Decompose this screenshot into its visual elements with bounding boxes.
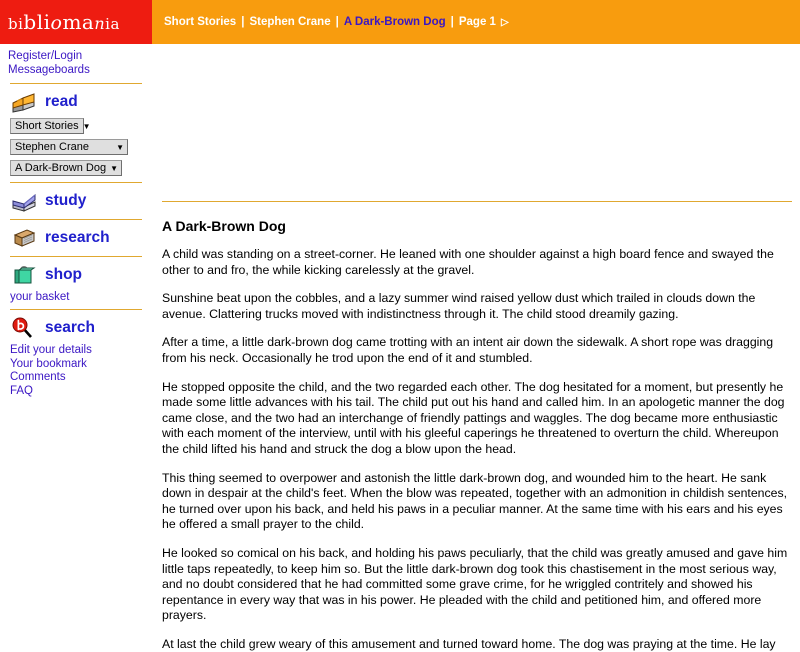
sidebar-item-faq[interactable]: FAQ xyxy=(10,384,34,397)
sidebar-section-shop[interactable] xyxy=(10,263,144,287)
story-paragraph: He looked so comical on his back, and holding his paws peculiarly, that the child was greatly amused and gave him little taps repeatedly, to keep him so. But the little dark-brown dog took this chastisement in the most serious way, and no doubt considered that he had committed some grave crime, for he wriggled contritely and showed his repentance in every way that was in his power. He pleaded with the child and petitioned him, and offered more prayers. xyxy=(162,545,788,623)
sidebar-section-label: shop xyxy=(45,266,83,283)
sidebar-section-label: study xyxy=(45,192,87,209)
open-orange-book-icon xyxy=(10,90,38,114)
sidebar-section-research[interactable] xyxy=(10,226,144,250)
closed-brown-book-icon-svg xyxy=(10,226,38,250)
content-top-divider xyxy=(162,201,792,202)
sidebar-section-study[interactable] xyxy=(10,189,144,213)
breadcrumb xyxy=(152,0,800,44)
logo-part: bi xyxy=(8,15,24,33)
shopping-bag-icon xyxy=(10,263,38,287)
sidebar-item-messageboards[interactable]: Messageboards xyxy=(8,63,90,76)
breadcrumb-separator: | xyxy=(335,16,339,28)
sidebar-section-label: research xyxy=(45,229,110,246)
site-logo[interactable] xyxy=(0,0,152,44)
logo-wordmark xyxy=(8,10,120,34)
story-paragraph: A child was standing on a street-corner. He leaned with one shoulder against a high board fence and swayed the other to and fro, the while kicking carelessly at the gravel. xyxy=(162,247,774,277)
sidebar-item-register-login[interactable]: Register/Login xyxy=(8,50,83,62)
chevron-down-icon: ▼ xyxy=(110,163,119,173)
story-paragraph: Sunshine beat upon the cobbles, and a lazy summer wind raised yellow dust which trailed in clouds down the avenue. Clattering trucks moved with indistinctness through it. The child stood dreamily gazing. xyxy=(162,291,756,321)
logo-part: ma xyxy=(62,10,95,34)
closed-brown-book-icon xyxy=(10,226,38,250)
story-paragraph: After a time, a little dark-brown dog came trotting with an intent air down the sidewalk. A short rope was dragging from his neck. Occasionally he trod upon the end of it and stumbled. xyxy=(162,335,774,365)
breadcrumb-item-page[interactable]: Page 1 xyxy=(458,16,496,28)
your-basket-link[interactable]: your basket xyxy=(10,291,70,303)
next-page-arrow-icon[interactable]: ▷ xyxy=(500,16,509,28)
magnifying-glass-icon xyxy=(10,316,38,340)
sidebar-divider xyxy=(10,309,142,310)
sidebar-section-label: read xyxy=(45,93,78,110)
logo-part: bli xyxy=(23,10,51,34)
sidebar-section-label: search xyxy=(45,319,95,336)
sidebar-item-comments[interactable]: Comments xyxy=(10,371,66,383)
sidebar-item-your-bookmark[interactable]: Your bookmark xyxy=(10,357,87,370)
sidebar-item-edit-your-details[interactable]: Edit your details xyxy=(10,344,92,356)
sidebar-section-read[interactable] xyxy=(10,90,144,114)
magnifying-glass-icon-svg xyxy=(10,316,38,340)
sidebar xyxy=(0,44,152,600)
chevron-down-icon: ▼ xyxy=(116,142,124,152)
breadcrumb-item-stephen-crane[interactable]: Stephen Crane xyxy=(249,16,331,28)
category-select[interactable] xyxy=(10,118,91,134)
title-select[interactable] xyxy=(10,160,122,176)
sidebar-divider xyxy=(10,83,142,84)
story-paragraph: At last the child grew weary of this amusement and turned toward home. The dog was praying at the time. He lay xyxy=(162,636,776,651)
sidebar-bottom-links xyxy=(10,344,144,398)
breadcrumb-separator: | xyxy=(450,16,454,28)
breadcrumb-separator: | xyxy=(241,16,245,28)
sidebar-divider xyxy=(10,219,142,220)
logo-part: ia xyxy=(105,15,120,33)
logo-part: n xyxy=(94,14,106,33)
open-blue-book-icon-svg xyxy=(10,189,38,213)
breadcrumb-item-current[interactable]: A Dark-Brown Dog xyxy=(343,16,446,28)
main-content xyxy=(152,44,800,651)
site-header xyxy=(0,0,800,44)
author-select[interactable] xyxy=(10,139,128,155)
page-title: A Dark-Brown Dog xyxy=(162,218,286,234)
story-paragraph: This thing seemed to overpower and astonish the little dark-brown dog, and wounded him to the heart. He sank down in despair at the child's feet. When the blow was repeated, together with an admonition in childish sentences, he turned over upon his back, and held his paws in a peculiar manner. At the same time with his ears and his eyes he offered a small prayer to the child. xyxy=(162,470,788,532)
open-orange-book-icon-svg xyxy=(10,90,38,114)
breadcrumb-item-short-stories[interactable]: Short Stories xyxy=(164,16,237,28)
story-paragraph: He stopped opposite the child, and the two regarded each other. The dog hesitated for a moment, but presently he made some little advances with his tail. The child put out his hand and called him. In an apologetic manner the dog came close, and the two had an interchange of friendly pattings and waggles. The dog became more enthusiastic with each moment of the interview, until with his gleeful caperings he threatened to overturn the child. Whereupon the child lifted his hand and struck the dog a blow upon the head. xyxy=(162,379,785,456)
author-select-value: Stephen Crane xyxy=(15,141,89,153)
sidebar-section-search[interactable] xyxy=(10,316,144,340)
sidebar-divider xyxy=(10,256,142,257)
title-select-value: A Dark-Brown Dog xyxy=(15,162,107,174)
sidebar-divider xyxy=(10,182,142,183)
navigation-selects xyxy=(10,118,144,176)
open-blue-book-icon xyxy=(10,189,38,213)
logo-part: o xyxy=(50,12,63,34)
chevron-down-icon: ▼ xyxy=(82,121,91,131)
shopping-bag-icon-svg xyxy=(10,263,38,287)
category-select-value: Short Stories xyxy=(15,120,79,132)
page-body xyxy=(0,44,800,651)
